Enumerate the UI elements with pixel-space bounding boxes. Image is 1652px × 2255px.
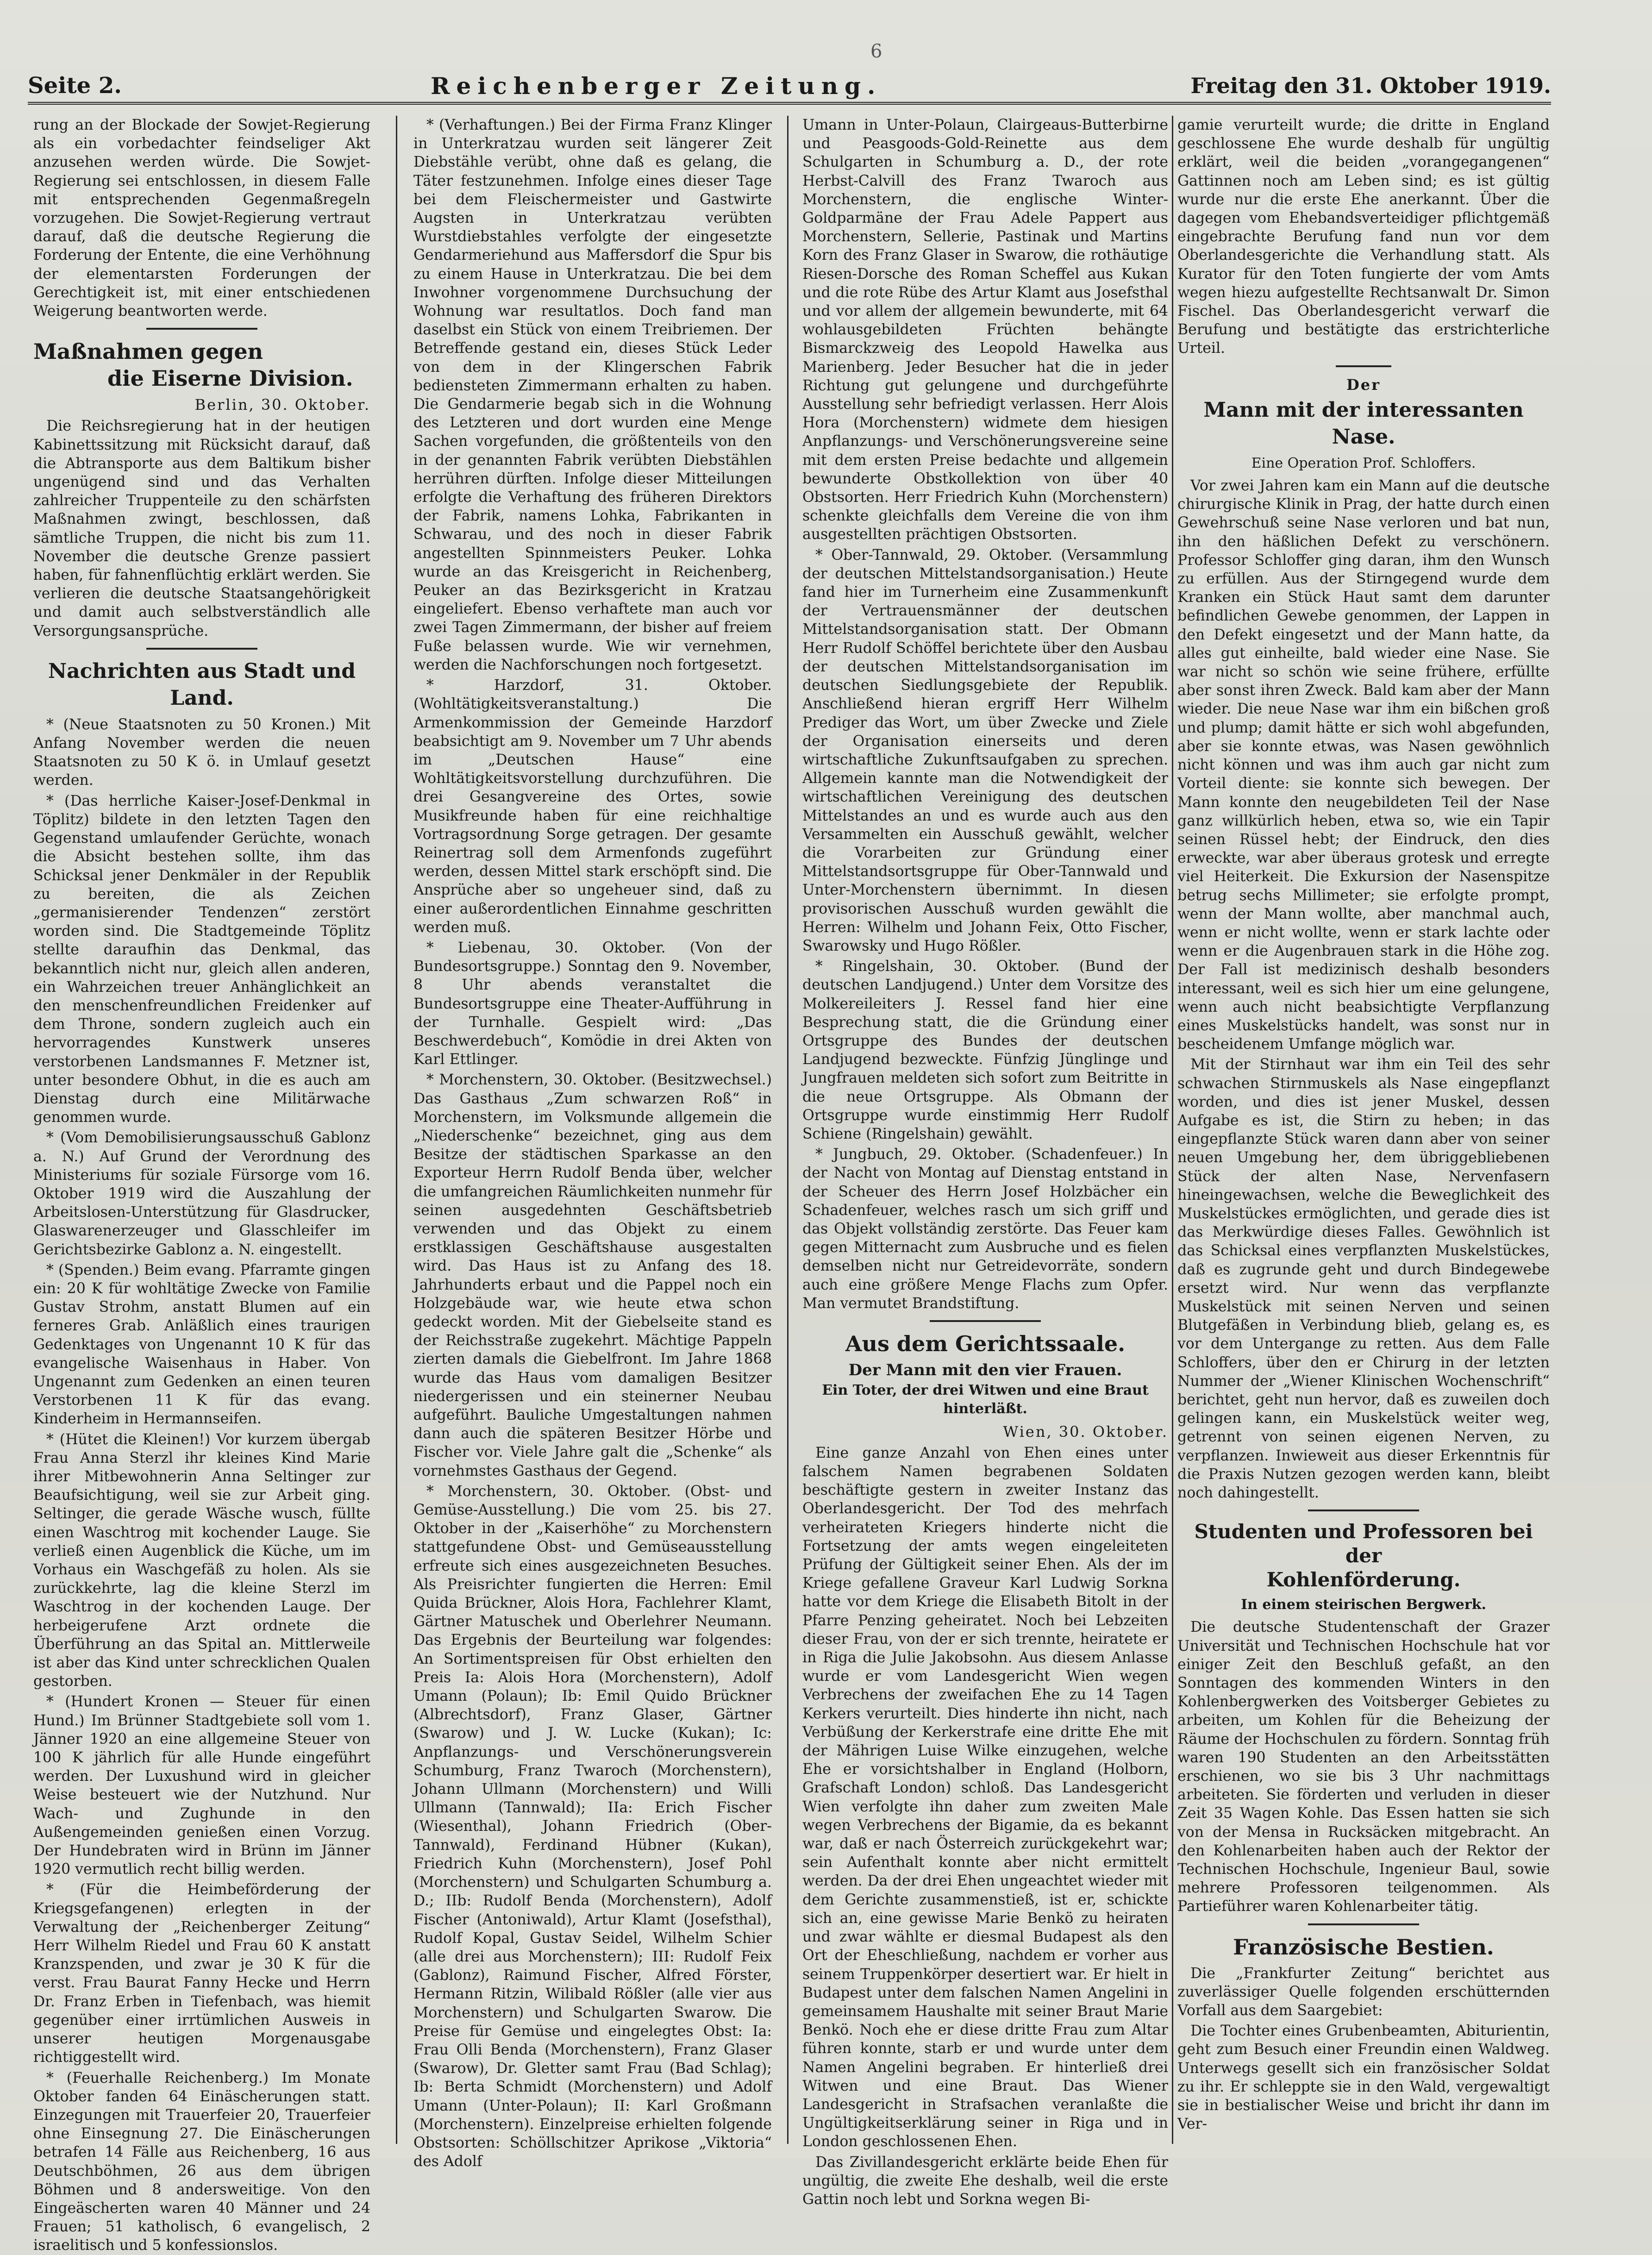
news-item: * (Feuerhalle Reichenberg.) Im Monate Oktober fanden 64 Einäscherungen statt. Einzegungen mit Trauerfeier 20, Trauerfeier ohne Einsegnung 27. Die Einäscherungen betrafen 14 Fälle aus Reichenberg, 16 aus Deutschböhmen, 26 aus dem übrigen Böhmen und 8 andersweitige. Von den Eingeäscherten waren 40 Männer und 24 Frauen; 51 katholisch, 6 evangelisch, 2 israelitisch und 5 konfessionslos.: [33, 2069, 370, 2254]
headline-line-2: Kohlenförderung.: [1266, 1568, 1461, 1591]
column-rule: [396, 116, 397, 2144]
column-1: [33, 116, 370, 2254]
article-kicker: Der: [1346, 376, 1381, 394]
column-3: [802, 116, 1168, 2208]
column-rule: [1172, 116, 1173, 2144]
column-2: [413, 116, 772, 2170]
news-item: * (Für die Heimbeförderung der Kriegsgefangenen) erlegten in der Verwaltung der „Reichenberger Zeitung“ Herr Wilhelm Riedel und Frau 60 K anstatt Kranzspenden, und zwar je 30 K für die verst. Frau Baurat Fanny Hecke und Herrn Dr. Franz Erben in Tiefenbach, was hiemit gegenüber einer irrtümlichen Ausweis in unserer heutigen Morgenausgabe richtiggestellt wird.: [33, 1881, 370, 2066]
handwritten-page-mark: 6: [870, 41, 882, 62]
article-subheadline: Der Mann mit den vier Frauen.: [848, 1361, 1122, 1379]
news-item: * Ringelshain, 30. Oktober. (Bund der deutschen Landjugend.) Unter dem Vorsitze des Molkereileiters J. Ressel fand hier eine Besprechung statt, die die Gründung einer Ortsgruppe des Bundes der deutschen Landjugend bezweckte. Fünfzig Jünglinge und Jungfrauen meldeten sich sofort zum Beitritte in die neue Ortsgruppe. Als Obmann der Ortsgruppe wurde einstimmig Herr Rudolf Schiene (Ringelshain) gewählt.: [802, 958, 1168, 1142]
article-kicker: Ein Toter, der drei Witwen und eine Braut hinterläßt.: [822, 1382, 1149, 1417]
section-headline: Aus dem Gerichtssaale.: [845, 1331, 1126, 1356]
article-headline: Mann mit der interessanten Nase.: [1203, 398, 1524, 449]
article-paragraph: Vor zwei Jahren kam ein Mann auf die deutsche chirurgische Klinik in Prag, der hatte durch einen Gewehrschuß seine Nase verloren und bat nun, ihn den häßlichen Defekt zu verschönern. Professor Schloffer ging daran, ihm den Wunsch zu erfüllen. Aus der Stirngegend wurde dem Kranken ein Stück Haut samt dem darunter befindlichen Gewebe genommen, der Lappen in den Defekt eingesetzt und der Mann hatte, da alles gut einheilte, bald wieder eine Nase. Sie war nicht so schön wie seine frühere, erfüllte aber sonst ihren Zweck. Bald kam aber der Mann wieder. Die neue Nase war ihm ein bißchen groß und plump; damit hätte er sich wohl abgefunden, aber sie konnte etwas, was Nasen gewöhnlich nicht können und was ihm auch gar nicht zum Vorteil diente: sie konnte sich bewegen. Der Mann konnte den neugebildeten Teil der Nase ganz willkürlich heben, etwa so, wie ein Tapir seinen Rüssel hebt; der Eindruck, den dies erweckte, war aber überaus grotesk und erregte viel Heiterkeit. Die Exkursion der Nasenspitze betrug sechs Millimeter; sie erfolgte prompt, wenn der Mann wollte, aber manchmal auch, wenn er nicht wollte, wenn er stark lachte oder wenn er die Augenbrauen stark in die Höhe zog. Der Fall ist medizinisch deshalb besonders interessant, weil es sich hier um eine gelungene, wenn auch nicht beabsichtigte Verpflanzung eines Muskelstücks handelt, was sonst nur in bescheidenem Umfange möglich war.: [1177, 477, 1550, 1053]
news-item: * (Das herrliche Kaiser-Josef-Denkmal in Töplitz) bildete in den letzten Tagen den Gegenstand umlaufender Gerüchte, wonach die Absicht bestehen sollte, ihm das Schicksal jener Denkmäler in der Republik zu bereiten, die als Zeichen „germanisierender Tendenzen“ zerstört worden sind. Die Stadtgemeinde Töplitz stellte daraufhin das Denkmal, das bekanntlich nicht nur, gleich allen anderen, ein Wahrzeichen treuer Anhänglichkeit an den menschenfreundlichen Freidenker auf dem Throne, sondern zugleich auch ein hervorragendes Kunstwerk unseres verstorbenen Landsmannes F. Metzner ist, unter besondere Obhut, in die es auch am Dienstag durch eine Militärwache genommen wurde.: [33, 792, 370, 1126]
article-subheadline: Eine Operation Prof. Schloffers.: [1251, 455, 1476, 471]
dateline: Berlin, 30. Oktober.: [194, 396, 370, 414]
news-item: Umann in Unter-Polaun, Clairgeaus-Butterbirne und Peasgoods-Gold-Reinette aus dem Schulgarten in Schumburg a. D., der rote Herbst-Calvill des Franz Twaroch aus Morchenstern, die englische Winter-Goldparmäne der Frau Adele Pappert aus Morchenstern, Sellerie, Pastinak und Martins Korn des Franz Glaser in Swarow, die rothäutige Riesen-Dorsche des Roman Scheffel aus Kukan und die rote Rübe des Artur Klamt aus Josefsthal und vor allem der allgemein bewunderte, mit 64 wohlausgebildeten Früchten behängte Bismarckzweig des Leopold Hawelka aus Marienberg. Jeder Besucher hat die in jeder Richtung gut gelungene und durchgeführte Ausstellung sehr befriedigt verlassen. Herr Alois Hora (Morchenstern) widmete dem hiesigen Anpflanzungs- und Verschönerungsvereine seine mit dem ersten Preise bedachte und allgemein bewunderte Obstkollektion von über 40 Obstsorten. Herr Friedrich Kuhn (Morchenstern) schenkte gleichfalls dem Vereine die von ihm ausgestellten prächtigen Obstsorten.: [802, 117, 1168, 543]
news-item: * Morchenstern, 30. Oktober. (Obst- und Gemüse-Ausstellung.) Die vom 25. bis 27. Oktober in der „Kaiserhöhe“ zu Morchenstern stattgefundene Obst- und Gemüseausstellung erfreute sich eines ausgezeichneten Besuches. Als Preisrichter fungierten die Herren: Emil Quida Brückner, Alois Hora, Fachlehrer Klamt, Gärtner Matuschek und Oberlehrer Neumann. Das Ergebnis der Beurteilung war folgendes: An Sortimentspreisen für Obst erhielten den Preis Ia: Alois Hora (Morchenstern), Adolf Umann (Polaun); Ib: Emil Quido Brückner (Albrechtsdorf), Franz Glaser, Gärtner (Swarow) und J. W. Lucke (Kukan); Ic: Anpflanzungs- und Verschönerungsverein Schumburg, Franz Twaroch (Morchenstern), Johann Ullmann (Morchenstern) und Willi Ullmann (Tannwald); IIa: Erich Fischer (Wiesenthal), Johann Friedrich (Ober-Tannwald), Ferdinand Hübner (Kukan), Friedrich Kuhn (Morchenstern), Josef Pohl (Morchenstern) und Schulgarten Schumburg a. D.; IIb: Rudolf Benda (Morchenstern), Adolf Fischer (Antoniwald), Artur Klamt (Josefsthal), Rudolf Kopal, Gustav Seidel, Wilhelm Schier (alle drei aus Morchenstern); III: Rudolf Feix (Gablonz), Raimund Fischer, Alfred Förster, Hermann Ritzin, Wilibald Rößler (alle vier aus Morchenstern) und Schulgarten Swarow. Die Preise für Gemüse und eingelegtes Obst: Ia: Frau Olli Benda (Morchenstern), Franz Glaser (Swarow), Dr. Gletter samt Frau (Bad Schlag); Ib: Berta Schmidt (Morchenstern) und Adolf Umann (Unter-Polaun); II: Karl Großmann (Morchenstern). Einzelpreise erhielten folgende Obstsorten: Schöllschitzer Aprikose „Viktoria“ des Adolf: [413, 1483, 772, 2170]
news-item: * (Verhaftungen.) Bei der Firma Franz Klinger in Unterkratzau wurden seit längerer Zeit Diebstähle verübt, ohne daß es gelang, die Täter festzunehmen. Infolge eines dieser Tage bei dem Fleischermeister und Gastwirte Augsten in Unterkratzau verübten Wurstdiebstahles verfolgte der eingesetzte Gendarmeriehund aus Maffersdorf die Spur bis zu einem Hause in Unterkratzau. Die bei dem Inwohner vorgenommene Durchsuchung der Wohnung war resultatlos. Doch fand man daselbst ein Stück von einem Treibriemen. Der Betreffende gestand ein, dieses Stück Leder von dem in der Klingerschen Fabrik bediensteten Zimmermann erhalten zu haben. Die Gendarmerie begab sich in die Wohnung des Letzteren und dort wurden eine Menge Sachen vorgefunden, die größtenteils von den in der genannten Fabrik verübten Diebstählen herrühren dürften. Infolge dieser Mitteilungen erfolgte die Verhaftung des früheren Direktors der Fabrik, namens Lohka, Fabrikanten in Schwarau, und des noch in dieser Fabrik angestellten Spinnmeisters Peuker. Lohka wurde an das Kreisgericht in Reichenberg, Peuker an das Bezirksgericht in Kratzau eingeliefert. Ebenso verhaftete man auch vor zwei Tagen Zimmermann, der bisher auf freiem Fuße belassen wurde. Wie wir vernehmen, werden die Nachforschungen noch fortgesetzt.: [413, 117, 772, 673]
article-separator: [1336, 365, 1391, 367]
news-item: * (Hundert Kronen — Steuer für einen Hund.) Im Brünner Stadtgebiete soll vom 1. Jänner 1920 an eine allgemeine Steuer von 100 K jährlich für alle Hunde eingeführt werden. Der Luxushund wird in gleicher Weise besteuert wie der Nutzhund. Nur Wach- und Zughunde in den Außengemeinden genießen einen Vorzug. Der Hundebraten wird in Brünn im Jänner 1920 vermutlich recht billig werden.: [33, 1693, 370, 1878]
article-headline: Französische Bestien.: [1233, 1934, 1494, 1960]
headline-line-1: Maßnahmen gegen: [33, 339, 263, 364]
article-subheadline: In einem steirischen Bergwerk.: [1241, 1597, 1486, 1613]
news-item: * (Neue Staatsnoten zu 50 Kronen.) Mit Anfang November werden die neuen Staatsnoten zu 50 K ö. in Umlauf gesetzt werden.: [33, 716, 370, 789]
issue-date: Freitag den 31. Oktober 1919.: [1190, 73, 1551, 98]
article-headline: [1177, 1520, 1550, 1592]
news-item: * Morchenstern, 30. Oktober. (Besitzwechsel.) Das Gasthaus „Zum schwarzen Roß“ in Morchenstern, im Volksmunde allgemein die „Niederschenke“ bezeichnet, ging aus dem Besitze der städtischen Sparkasse an den Exporteur Herrn Rudolf Benda über, welcher die umfangreichen Räumlichkeiten nunmehr für seinen ausgedehnten Geschäftsbetrieb verwenden und das Objekt zu einem erstklassigen Geschäftshause ausgestalten wird. Das Haus ist zu Anfang des 18. Jahrhunderts erbaut und die Pappel noch ein Holzgebäude war, wie heute etwa schon gedeckt worden. Mit der Giebelseite stand es der Reichsstraße zugekehrt. Mächtige Pappeln zierten damals die Giebelfront. Im Jahre 1868 wurde das Haus vom damaligen Besitzer niedergerissen und ein steinerner Neubau aufgeführt. Bauliche Umgestaltungen nahmen dann auch die späteren Besitzer Hörbe und Fischer vor. Viele Jahre galt die „Schenke“ als vornehmstes Gasthaus der Gegend.: [413, 1071, 772, 1479]
article-paragraph: Die „Frankfurter Zeitung“ berichtet aus zuverlässiger Quelle folgenden erschütternden Vorfall aus dem Saargebiet:: [1177, 1965, 1550, 2019]
news-item: * (Vom Demobilisierungsausschuß Gablonz a. N.) Auf Grund der Verordnung des Ministeriums für soziale Fürsorge vom 16. Oktober 1919 wird die Auszahlung der Arbeitslosen-Unterstützung für Glasdrucker, Glaswarenerzeuger und Glasschleifer im Gerichtsbezirke Gablonz a. N. eingestellt.: [33, 1129, 370, 1258]
article-paragraph: Eine ganze Anzahl von Ehen eines unter falschem Namen begrabenen Soldaten beschäftigte gestern in zweiter Instanz das Oberlandesgericht. Der Tod des mehrfach verheirateten Kriegers hinderte nicht die Fortsetzung der amts wegen eingeleiteten Prüfung der Gültigkeit seiner Ehen. Als der im Kriege gefallene Graveur Karl Ludwig Sorkna hatte vor dem Kriege die Elisabeth Bitolt in der Pfarre Penzing geheiratet. Noch bei Lebzeiten dieser Frau, von der er sich trennte, heiratete er in Riga die Julie Jakobsohn. Aus diesem Anlasse wurde er vom Landesgericht Wien wegen Verbrechens der zweifachen Ehe zu 14 Tagen Kerkers verurteilt. Dies hinderte ihn nicht, nach Verbüßung der Kerkerstrafe eine dritte Ehe mit der Mährigen Luise Wilke einzugehen, welche Ehe er vorsichtshalber in England (Holborn, Grafschaft London) schloß. Das Landesgericht Wien verfolgte ihn daher zum zweiten Male wegen Verbrechens der Bigamie, da es bekannt war, daß er nach Österreich zurückgekehrt war; sein Aufenthalt konnte aber nicht ermittelt werden. Da der drei Ehen ungeachtet wieder mit dem Gerichte zusammenstieß, ist er, schickte sich an, eine gewisse Marie Benkö zu heiraten und zwar wählte er diesmal Budapest als den Ort der Eheschließung, nachdem er vorher aus seinem Truppenkörper desertiert war. Er hielt in Budapest unter dem falschen Namen Angelini in gemeinsamem Haushalte mit seiner Braut Marie Benkö. Noch ehe er diese dritte Frau zum Altar führen konnte, starb er und wurde unter dem Namen Angelini begraben. Er hinterließ drei Witwen und eine Braut. Das Wiener Landesgericht in Strafsachen veranlaßte die Ungültigkeitserklärung seiner in Riga und in London geschlossenen Ehen.: [802, 1444, 1168, 2150]
article-separator: [146, 328, 257, 330]
article-headline: [33, 338, 370, 392]
news-item: * Liebenau, 30. Oktober. (Von der Bundesortsgruppe.) Sonntag den 9. November, 8 Uhr abends veranstaltet die Bundesortsgruppe eine Theater-Aufführung in der Turnhalle. Gespielt wird: „Das Beschwerdebuch“, Komödie in drei Akten von Karl Ettlinger.: [413, 939, 772, 1068]
article-paragraph: rung an der Blockade der Sowjet-Regierung als ein vorbedachter feindseliger Akt anzusehen werden würde. Die Sowjet-Regierung sei entschlossen, in diesem Falle mit entsprechenden Gegenmaßregeln vorzugehen. Die Sowjet-Regierung vertraut darauf, daß die deutsche Regierung die Forderung der Entente, die eine Verhöhnung der elementarsten Forderungen der Gerechtigkeit ist, mit einer entschiedenen Weigerung beantworten werde.: [33, 117, 370, 320]
article-paragraph: gamie verurteilt wurde; die dritte in England geschlossene Ehe wurde deshalb für ungültig erklärt, weil die beiden „vorangegangenen“ Gattinnen noch am Leben sind; es ist gültig wurde nur die erste Ehe anerkannt. Über die dagegen vom Ehebandsverteidiger pflichtgemäß eingebrachte Berufung fand nun vor dem Oberlandesgerichte die Verhandlung statt. Als Kurator für den Toten fungierte der vom Amts wegen hiezu aufgestellte Rechtsanwalt Dr. Simon Fischel. Das Oberlandesgericht verwarf die Berufung und bestätigte das erstrichterliche Urteil.: [1177, 117, 1550, 357]
article-separator: [930, 1320, 1041, 1322]
column-4: [1177, 116, 1550, 2144]
column-rule: [787, 116, 788, 2144]
article-separator: [146, 648, 257, 650]
dateline: Wien, 30. Oktober.: [1003, 1422, 1168, 1441]
article-paragraph: Mit der Stirnhaut war ihm ein Teil des sehr schwachen Stirnmuskels als Nase eingepflanzt worden, und dies ist jener Muskel, dessen Aufgabe es ist, die Stirn zu heben; in das eingepflanzte Stück waren dann aber von seiner neuen Umgebung her, dem übriggebliebenen Stück der alten Nase, Nervenfasern hineingewachsen, welche die Beweglichkeit des Muskelstückes ermöglichten, und gerade dies ist das Merkwürdige dieses Falles. Gewöhnlich ist das Schicksal eines verpflanzten Muskelstückes, daß es zugrunde geht und durch Bindegewebe ersetzt wird. Nur wenn das verpflanzte Muskelstück mit seinen Nerven und seinen Blutgefäßen in Verbindung blieb, gelang es, es vor dem Untergange zu retten. Aus dem Falle Schloffers, über den er Chirurg in der letzten Nummer der „Wiener Klinischen Wochenschrift“ berichtet, geht nun hervor, daß es zuweilen doch gelingen kann, ein Muskelstück weiter weg, getrennt von seinen eigenen Nerven, zu verpflanzen. Inwieweit aus dieser Erkenntnis für die Praxis Nutzen gezogen werden kann, bleibt noch dahingestellt.: [1177, 1056, 1550, 1502]
headline-line-1: Studenten und Professoren bei der: [1194, 1520, 1533, 1567]
newspaper-title: Reichenberger Zeitung.: [430, 72, 882, 100]
masthead: [28, 69, 1551, 105]
news-item: * Ober-Tannwald, 29. Oktober. (Versammlung der deutschen Mittelstandsorganisation.) Heute fand hier im Turnerheim eine Zusammenkunft der Vertrauensmänner der deutschen Mittelstandsorganisation statt. Der Obmann Herr Rudolf Schöffel berichtete über den Ausbau der deutschen Mittelstandsorganisation im deutschen Siedlungsgebiete der Republik. Anschließend hieran ergriff Herr Wilhelm Prediger das Wort, um über Zwecke und Ziele der Organisation einerseits und deren wirtschaftliche Zukunftsaufgaben zu sprechen. Allgemein kannte man die Notwendigkeit der wirtschaftlichen Vereinigung des deutschen Mittelstandes an und es wurde auch aus den Versammelten ein Ausschuß gewählt, welcher die Vorarbeiten zur Gründung einer Mittelstandsortsgruppe für Ober-Tannwald und Unter-Morchenstern übernimmt. In diesen provisorischen Ausschuß wurden gewählt die Herren: Wilhelm und Johann Feix, Otto Fischer, Swarowsky und Hugo Rößler.: [802, 546, 1168, 954]
article-paragraph: Die Reichsregierung hat in der heutigen Kabinettssitzung mit Rücksicht darauf, daß die Abtransporte aus dem Baltikum bisher ungenügend sind und das Verhalten zahlreicher Truppenteile zu den schärfsten Maßnahmen zwingt, beschlossen, daß sämtliche Truppen, die nicht bis zum 11. November die deutsche Grenze passiert haben, für fahnenflüchtig erklärt werden. Sie verlieren die deutsche Staatsangehörigkeit und damit auch selbstverständlich alle Versorgungsansprüche.: [33, 418, 370, 639]
news-item: * (Hütet die Kleinen!) Vor kurzem übergab Frau Anna Sterzl ihr kleines Kind Marie ihrer Mitbewohnerin Anna Seltinger zur Beaufsichtigung, weil sie zur Arbeit ging. Seltinger, die gerade Wäsche wusch, füllte einen Waschtrog mit kochender Lauge. Sie verließ einen Augenblick die Küche, um im Vorhaus ein Waschgefäß zu holen. Als sie zurückkehrte, lag die kleine Sterzl im Waschtrog in der kochenden Lauge. Der herbeigerufene Arzt ordnete die Überführung an das Spital an. Mittlerweile ist aber das Kind unter schrecklichen Qualen gestorben.: [33, 1431, 370, 1690]
news-item: * (Spenden.) Beim evang. Pfarramte gingen ein: 20 K für wohltätige Zwecke von Familie Gustav Strohm, anstatt Blumen auf ein ferneres Grab. Anläßlich eines traurigen Gedenktages von Ungenannt 10 K für das evangelische Waisenhaus in Haber. Von Ungenannt zum Gedenken an einen teuren Verstorbenen 11 K für das evang. Kinderheim in Hermannseifen.: [33, 1261, 370, 1428]
news-item: * Jungbuch, 29. Oktober. (Schadenfeuer.) In der Nacht von Montag auf Dienstag entstand in der Scheuer des Herrn Josef Holzbächer ein Schadenfeuer, welches rasch um sich griff und das Objekt vollständig zerstörte. Das Feuer kam gegen Mitternacht zum Ausbruche und es fielen demselben nicht nur Getreidevorräte, sondern auch eine größere Menge Flachs zum Opfer. Man vermutet Brandstiftung.: [802, 1146, 1168, 1312]
article-separator: [1308, 1510, 1419, 1511]
article-paragraph: Die deutsche Studentenschaft der Grazer Universität und Technischen Hochschule hat vor einiger Zeit den Beschluß gefaßt, an den Sonntagen des kommenden Winters in den Kohlenbergwerken des Voitsberger Gebietes zu arbeiten, um Kohlen für die Beheizung der Räume der Hochschulen zu fördern. Sonntag früh waren 190 Studenten an den Arbeitsstätten erschienen, wo sie bis 3 Uhr nachmittags arbeiteten. Sie förderten und verluden in dieser Zeit 35 Wagen Kohle. Das Essen hatten sie sich von der Mensa in Rucksäcken mitgebracht. An den Kohlenarbeiten haben auch der Rektor der Technischen Hochschule, Ingenieur Baul, sowie mehrere Professoren teilgenommen. Als Partieführer waren Kohlenarbeiter tätig.: [1177, 1619, 1550, 1915]
news-item: * Harzdorf, 31. Oktober. (Wohltätigkeitsveranstaltung.) Die Armenkommission der Gemeinde Harzdorf beabsichtigt am 9. November um 7 Uhr abends im „Deutschen Hause“ eine Wohltätigkeitsvorstellung durchzuführen. Die drei Gesangvereine des Ortes, sowie Musikfreunde haben für eine reichhaltige Vortragsordnung Sorge getragen. Der gesamte Reinertrag soll dem Armenfonds zugeführt werden, dessen Mittel stark erschöpft sind. Die Ansprüche aber so ungeheuer sind, daß zu einer außerordentlichen Einnahme geschritten werden muß.: [413, 677, 772, 936]
article-paragraph: Die Tochter eines Grubenbeamten, Abiturientin, geht zum Besuch einer Freundin einen Waldweg. Unterwegs gesellt sich ein französischer Soldat zu ihr. Er schleppte sie in den Wald, vergewaltigt sie in bestialischer Weise und bricht ihr dann im Ver-: [1177, 2023, 1550, 2133]
article-paragraph: Das Zivillandesgericht erklärte beide Ehen für ungültig, die zweite Ehe deshalb, weil die erste Gattin noch lebt und Sorkna wegen Bi-: [802, 2154, 1168, 2208]
page-number: Seite 2.: [28, 73, 122, 99]
headline-line-2: die Eiserne Division.: [107, 366, 353, 391]
section-headline: Nachrichten aus Stadt und Land.: [48, 659, 356, 710]
article-separator: [1308, 1923, 1419, 1925]
